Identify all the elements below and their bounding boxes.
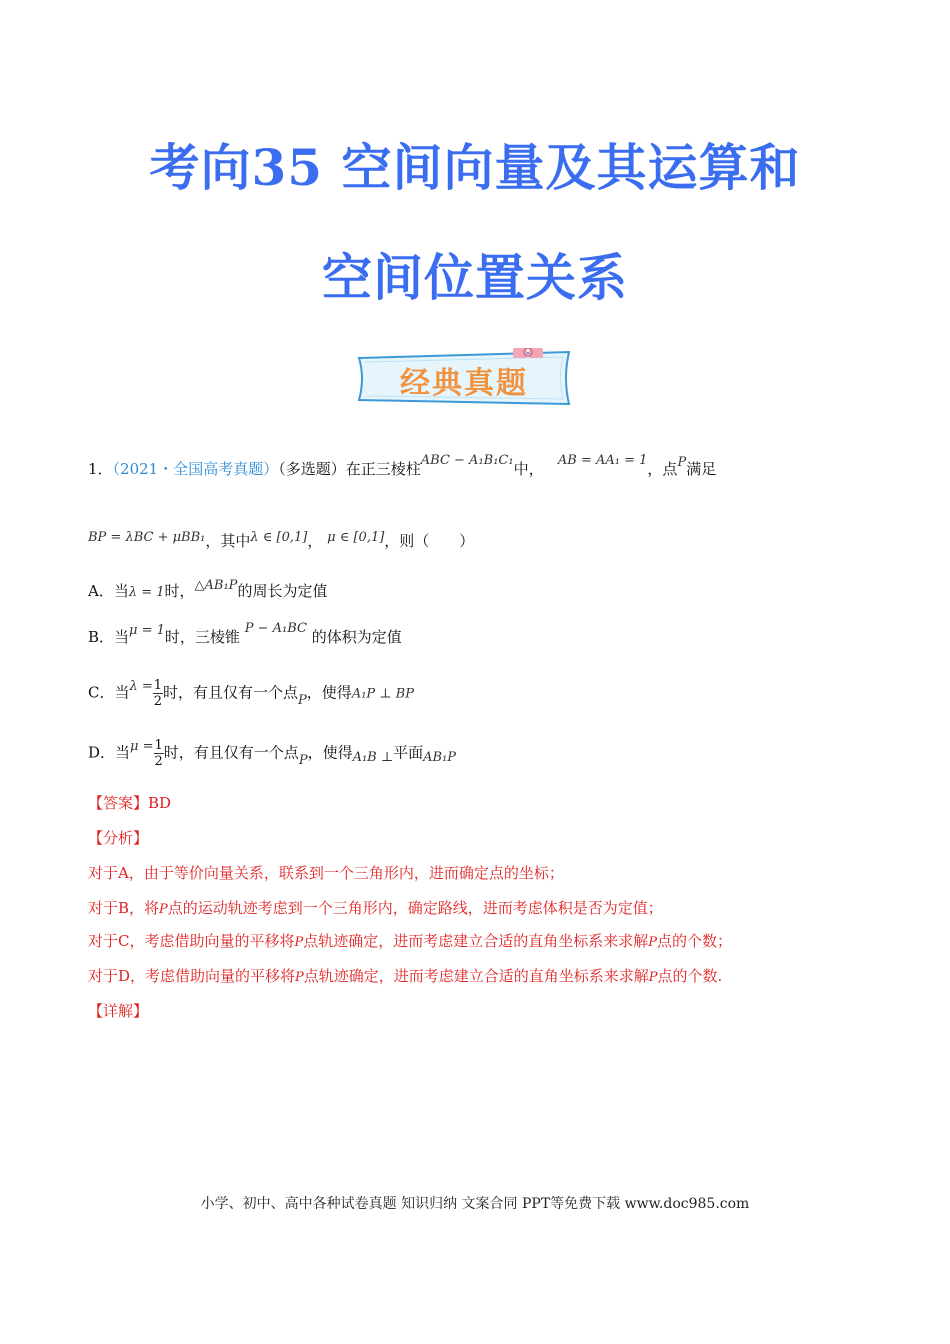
analysis-d-text-2: 点轨迹确定，进而考虑建立合适的直角坐标系来求解 (303, 967, 649, 985)
question-type: （多选题） (278, 460, 346, 478)
option-c-denominator: 2 (153, 694, 163, 709)
option-b-label: B．当 (88, 628, 130, 646)
option-d-expression: A₁B ⊥ (352, 749, 394, 765)
page-title-line-1: 考向35 空间向量及其运算和 (149, 138, 801, 197)
analysis-c-text-3: 点的个数； (657, 932, 733, 950)
analysis-b-point: P (159, 902, 168, 917)
analysis-c-point-2: P (648, 935, 657, 950)
option-c (88, 678, 414, 709)
question-source: （2021・全国高考真题） (112, 460, 279, 478)
analysis-a-text: 对于A，由于等价向量关系，联系到一个三角形内，进而确定点的坐标； (88, 864, 564, 882)
section-banner (353, 348, 575, 408)
vector-relation: BP = λBC + μBB₁ (88, 530, 206, 545)
analysis-heading: 【分析】 (88, 829, 149, 847)
banner-label: 经典真题 (400, 366, 528, 401)
question-stem-c: ，点 (647, 460, 678, 478)
option-d-expression-2: AB₁P (423, 749, 457, 765)
option-c-fraction (153, 678, 163, 709)
answer-label: 【答案】 (88, 794, 149, 812)
analysis-c-text-2: 点轨迹确定，进而考虑建立合适的直角坐标系来求解 (303, 932, 649, 950)
option-b-text-1: 时，三棱锥 (164, 628, 240, 646)
question-stem-e: ，其中 (205, 532, 251, 550)
option-b-condition: μ = 1 (129, 623, 165, 638)
option-c-text-1: 时，有且仅有一个点 (163, 683, 299, 702)
option-a-text-2: 的周长为定值 (237, 582, 328, 600)
option-d (88, 738, 456, 769)
analysis-c-point: P (294, 935, 304, 950)
option-d-variable: μ = (130, 738, 154, 754)
question-line-2 (88, 530, 474, 551)
prism-formula: ABC − A₁B₁C₁ (420, 453, 514, 468)
question-stem-a: 在正三棱柱 (345, 460, 421, 478)
mu-range: μ ∈ [0,1] (327, 530, 385, 545)
answer-value: BD (148, 794, 172, 812)
analysis-line-b (88, 897, 663, 918)
analysis-d-point-2: P (648, 970, 658, 985)
option-a-condition: λ = 1 (128, 585, 165, 600)
length-condition: AB = AA₁ = 1 (557, 453, 648, 468)
analysis-d-text-1: 对于D，考虑借助向量的平移将 (88, 967, 296, 985)
option-d-numerator: 1 (154, 738, 163, 753)
option-c-numerator: 1 (153, 678, 163, 693)
option-d-text-2: ，使得 (307, 743, 353, 762)
analysis-line-a (88, 862, 564, 883)
page-title-line-2: 空间位置关系 (322, 248, 628, 307)
option-a-label: A．当 (88, 582, 129, 600)
analysis-c-text-1: 对于C，考虑借助向量的平移将 (88, 932, 295, 950)
option-b-text-2: 的体积为定值 (311, 628, 402, 646)
option-c-variable: λ = (129, 678, 153, 694)
option-c-label: C．当 (88, 683, 130, 702)
lambda-range: λ ∈ [0,1] (250, 530, 308, 545)
analysis-line-c (88, 930, 732, 951)
option-d-point: P (298, 752, 308, 768)
question-stem-b: 中， (513, 460, 544, 478)
option-d-fraction (154, 738, 164, 769)
analysis-d-point: P (295, 970, 304, 985)
option-d-label: D．当 (88, 743, 131, 762)
answer-line (88, 792, 171, 813)
option-c-point: P (298, 692, 307, 708)
analysis-d-text-3: 点的个数. (657, 967, 723, 985)
option-b (88, 621, 402, 647)
question-number: 1． (88, 460, 113, 478)
option-a-expression: △AB₁P (194, 578, 238, 593)
analysis-b-text-1: 对于B，将 (88, 899, 160, 917)
analysis-line-d (88, 965, 722, 986)
option-d-text-3: 平面 (393, 743, 424, 762)
page-footer: 小学、初中、高中各种试卷真题 知识归纳 文案合同 PPT等免费下载 www.doc985.com (200, 1196, 750, 1212)
question-stem-f: ，则（ ） (384, 532, 475, 550)
option-a (88, 580, 327, 601)
option-d-denominator: 2 (154, 754, 163, 769)
comma: ， (307, 532, 323, 550)
detail-heading: 【详解】 (88, 1002, 149, 1020)
option-d-text-1: 时，有且仅有一个点 (163, 743, 299, 762)
question-line-1 (88, 453, 717, 479)
point-p: P (677, 455, 687, 470)
analysis-b-text-2: 点的运动轨迹考虑到一个三角形内，确定路线，进而考虑体积是否为定值； (167, 899, 663, 917)
question-stem-d: 满足 (686, 460, 717, 478)
option-c-expression: A₁P ⊥ BP (351, 686, 414, 702)
option-c-text-2: ，使得 (306, 683, 352, 702)
option-a-text-1: 时， (164, 582, 195, 600)
option-b-expression: P − A₁BC (244, 621, 307, 636)
